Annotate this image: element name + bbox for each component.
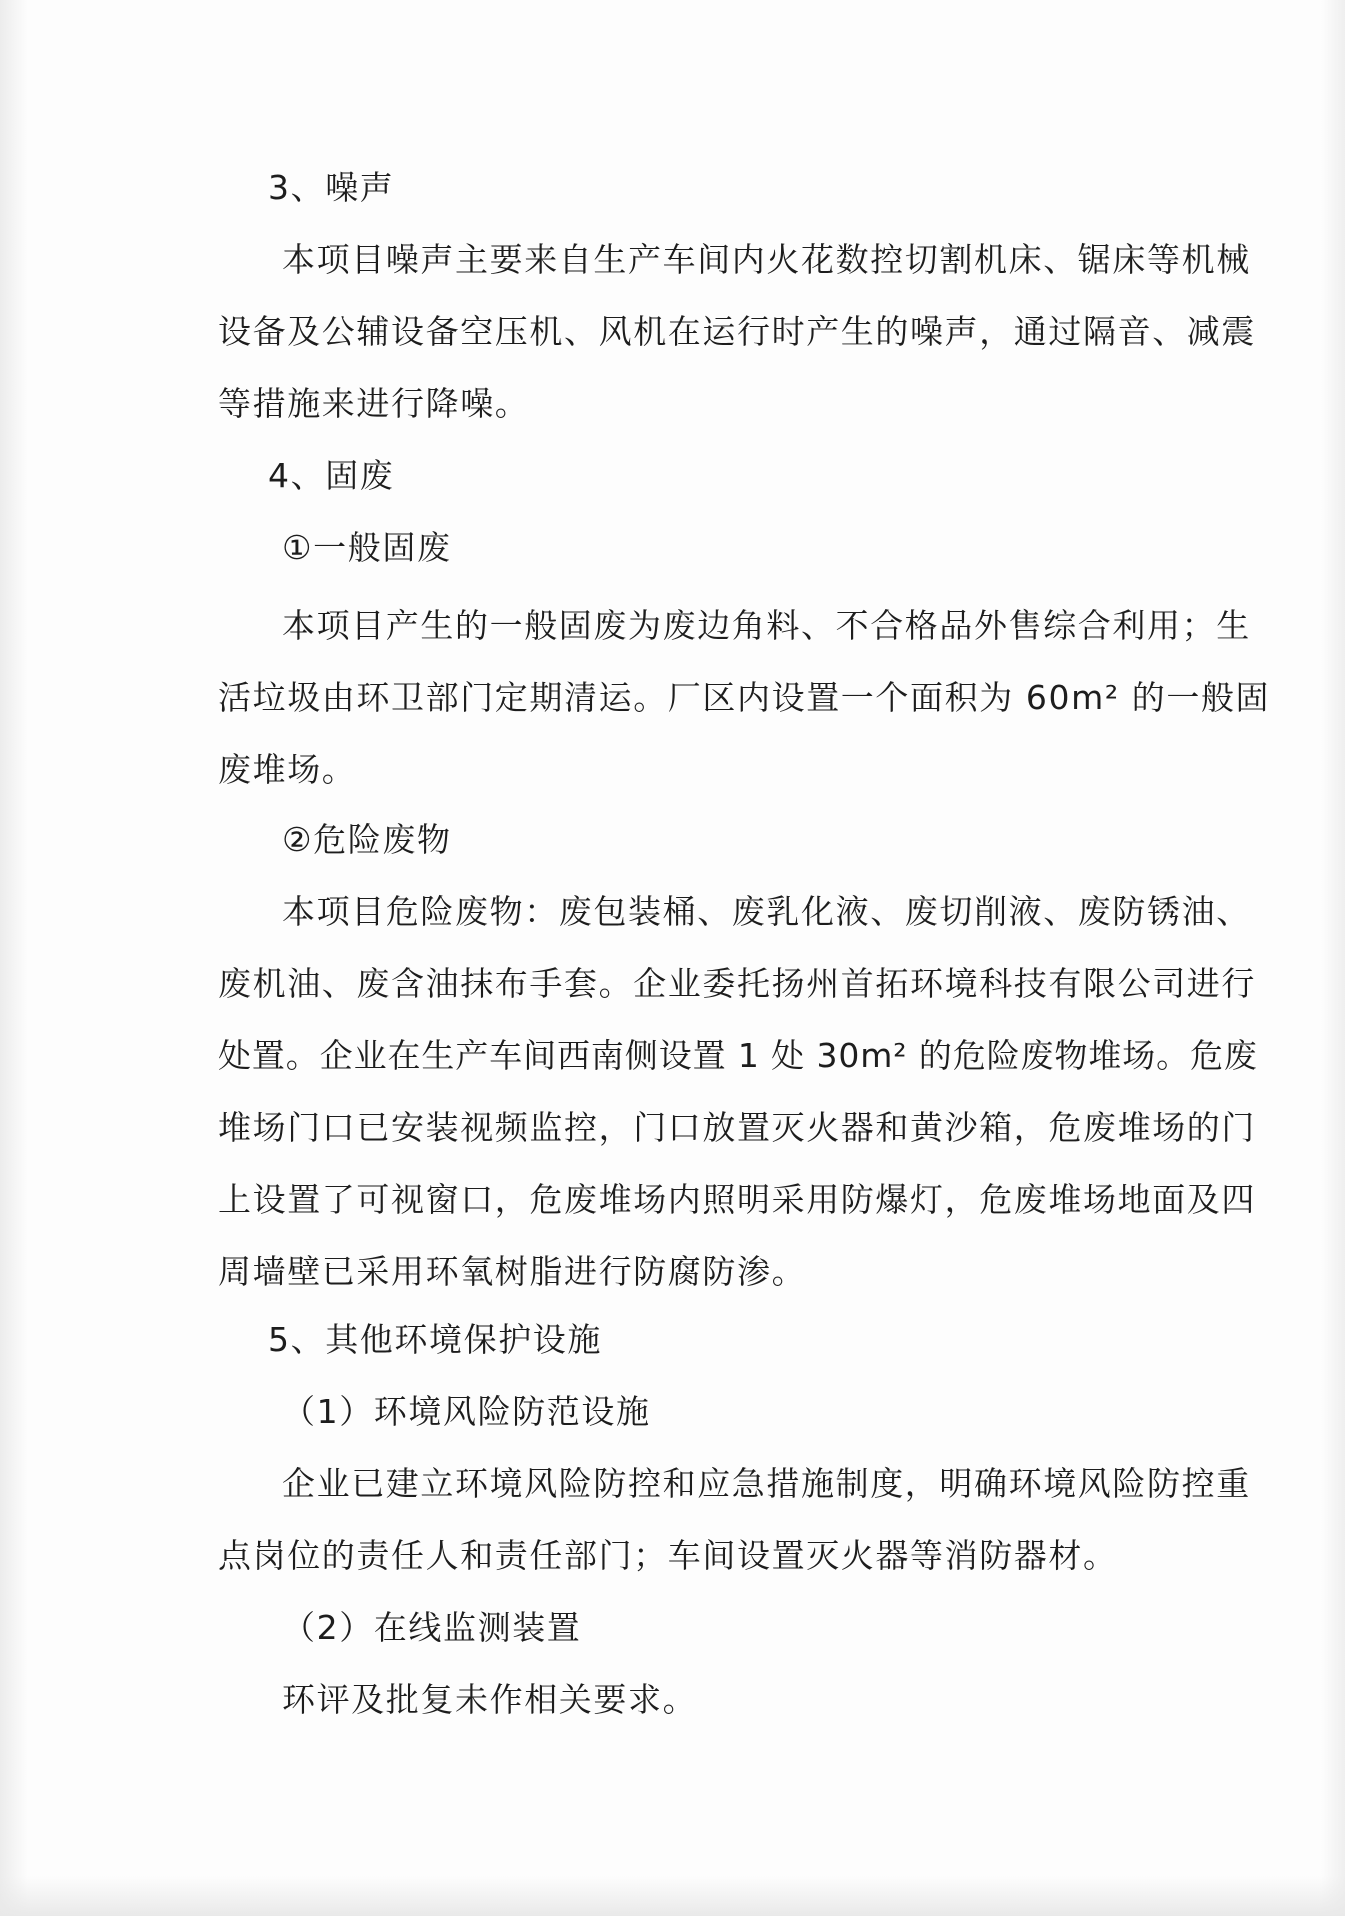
paragraph-line: 环评及批复未作相关要求。 xyxy=(282,1680,698,1719)
paragraph-line: 设备及公辅设备空压机、风机在运行时产生的噪声，通过隔音、减震 xyxy=(218,312,1256,351)
paragraph-line: 企业已建立环境风险防控和应急措施制度，明确环境风险防控重 xyxy=(282,1464,1251,1503)
paragraph-line: 周墙壁已采用环氧树脂进行防腐防渗。 xyxy=(218,1252,807,1291)
paragraph-line: 废堆场。 xyxy=(218,750,357,789)
paragraph-line: 活垃圾由环卫部门定期清运。厂区内设置一个面积为 60m² 的一般固 xyxy=(218,678,1271,717)
paragraph-line: 等措施来进行降噪。 xyxy=(218,384,530,423)
paragraph-line: 点岗位的责任人和责任部门；车间设置灭火器等消防器材。 xyxy=(218,1536,1118,1575)
subsection-heading-hazardous-waste: ②危险废物 xyxy=(282,820,452,859)
paragraph-line: 本项目噪声主要来自生产车间内火花数控切割机床、锯床等机械 xyxy=(282,240,1251,279)
subsection-heading-online-monitoring: （2）在线监测装置 xyxy=(282,1608,582,1647)
section-heading-other-facilities: 5、其他环境保护设施 xyxy=(268,1320,602,1359)
section-heading-solid-waste: 4、固废 xyxy=(268,456,395,495)
paragraph-line: 废机油、废含油抹布手套。企业委托扬州首拓环境科技有限公司进行 xyxy=(218,964,1256,1003)
paragraph-line: 本项目危险废物：废包装桶、废乳化液、废切削液、废防锈油、 xyxy=(282,892,1251,931)
section-heading-noise: 3、噪声 xyxy=(268,168,395,207)
paragraph-line: 堆场门口已安装视频监控，门口放置灭火器和黄沙箱，危废堆场的门 xyxy=(218,1108,1256,1147)
paragraph-line: 上设置了可视窗口，危废堆场内照明采用防爆灯，危废堆场地面及四 xyxy=(218,1180,1256,1219)
subsection-heading-risk-prevention: （1）环境风险防范设施 xyxy=(282,1392,651,1431)
subsection-heading-general-waste: ①一般固废 xyxy=(282,528,452,567)
paragraph-line: 本项目产生的一般固废为废边角料、不合格品外售综合利用；生 xyxy=(282,606,1251,645)
paragraph-line: 处置。企业在生产车间西南侧设置 1 处 30m² 的危险废物堆场。危废 xyxy=(218,1036,1258,1075)
